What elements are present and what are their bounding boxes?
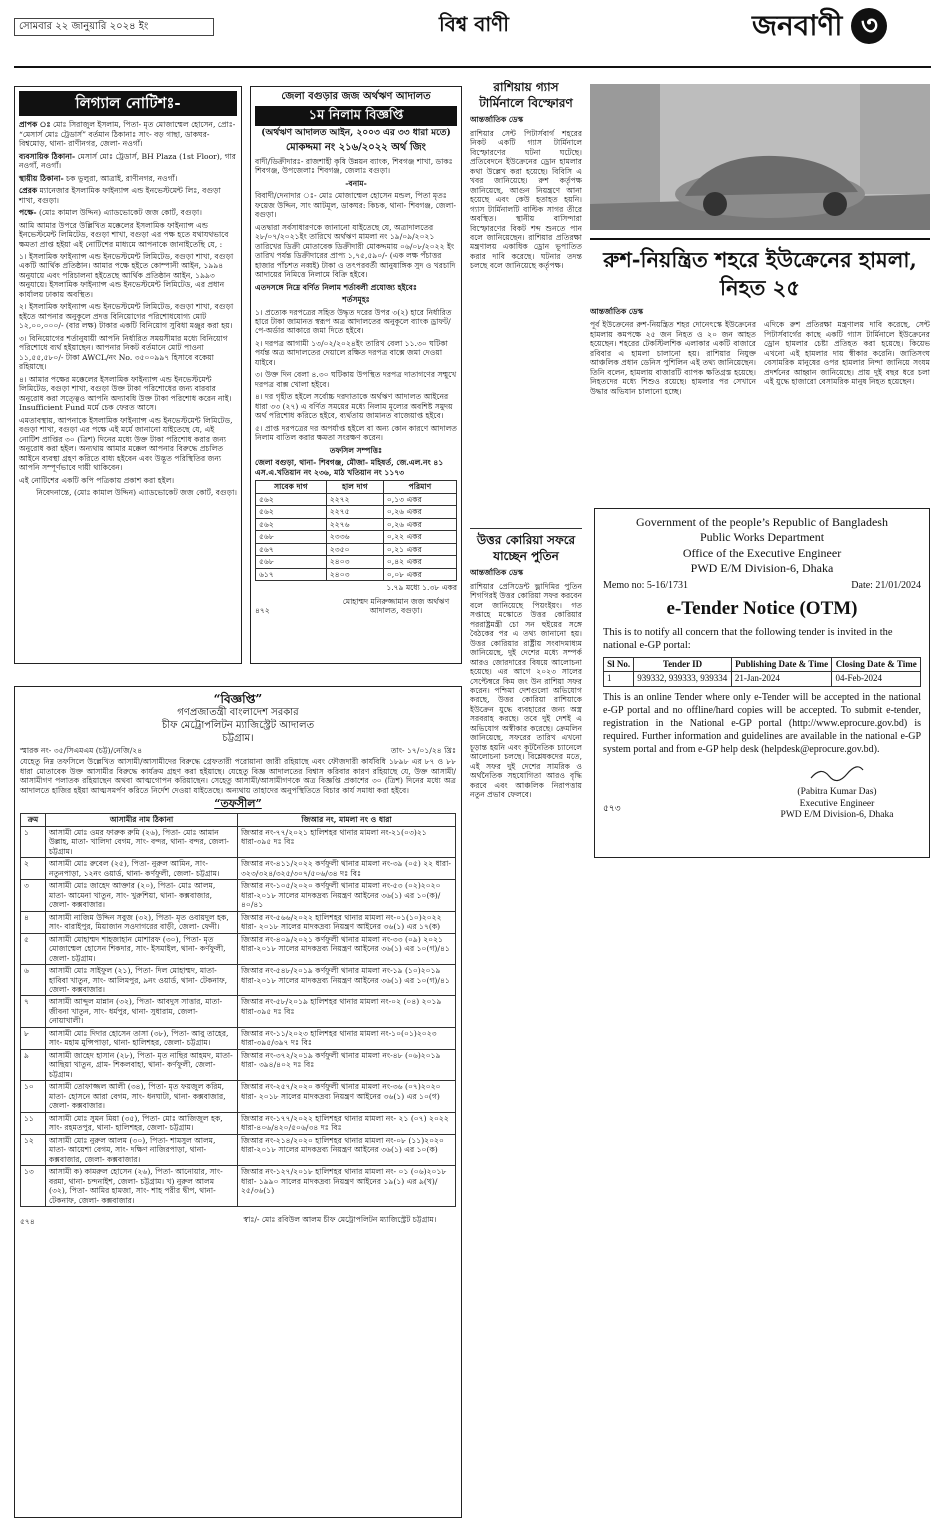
tender-dept: Public Works Department [699,530,825,545]
signature-mark [807,764,867,782]
table-row [21,1081,456,1112]
court-city: চট্টগ্রাম। [222,732,254,744]
gas-article [470,80,582,520]
table-cell: জিআর নং-৫৮/২০১৯ হালিশহর থানার মামলা নং-০২ (০৪) ২০১৯ ধারা-৩৯৫ দঃ বিঃ [238,996,456,1027]
auction-term: ৩। উক্ত দিন বেলা ৪.৩০ ঘটিকায় উপস্থিত দরপত্র দাতাগণের সম্মুখে দরপত্র বাক্স খোলা হইবে। [255,370,457,389]
gas-body: রাশিয়ার সেন্ট পিটার্সবার্গ শহরের নিকট একটি গ্যাস টার্মিনালে বিস্ফোরণের ঘটনা ঘটেছে। প্রতিবেদনে ইউক্রেনের ড্রোন হামলার কথা উল্লেখ করা হয়েছে। বিবিসি এ খবর জানিয়েছে। রুশ কর্তৃপক্ষ জানিয়েছে, আগুন নিয়ন্ত্রণে আনা হয়েছে এবং কেউ হতাহত হয়নি। গ্যাস টার্মিনালটি বাল্টিক সাগর তীরে অবস্থিত। স্থানীয় বাসিন্দারা বিস্ফোরণের বিকট শব্দ শুনতে পান বলে জানিয়েছেন। রাশিয়ার প্রতিরক্ষা মন্ত্রণালয় একাধিক ড্রোন ভূপাতিত করার দাবি করেছে। ঘটনার তদন্ত চলছে বলে জানিয়েছে কর্তৃপক্ষ। [470,128,582,271]
table-cell: ০,২৬ একর [383,506,456,518]
table-cell: আসামী ক) কামরুল হোসেন (২৬), পিতা- আনোয়ার, সাং- বরমা, থানা- চন্দনাইশ, জেলা- চট্টগ্রাম। খ) নুরুল আলম (৩২), পিতা- আমির হামজা, সাং- শাহ পরীর দ্বীপ, থানা- টেকনাফ, জেলা- কক্সবাজার। [46,1166,238,1207]
table-cell: জিআর নং-৪১১/২০২২ কর্ণফুলী থানার মামলা নং-৩৯ (০৫) ২২ ধারা- ৩২৩/৩২৪/৩২৫/৩০৭/৫০৬/৩৪ দঃ বিঃ [238,858,456,880]
column-header: Closing Date & Time [832,657,921,672]
table-cell: ৯ [21,1049,46,1080]
auction-term: ১। প্রত্যেক দরপত্রের সহিত উদ্ধৃত দরের উপর ৩(২) হারে নির্ধারিত হারে টাকা জামানত স্বরূপ অত্র আদালতের অনুকূলে ব্যাংক ড্রাফট/পে-অর্ডার আকারে জমা দিতে হইবে। [255,307,452,336]
table-row [256,543,457,555]
column-header: সাবেক দাগ [256,481,327,493]
table-cell: জিআর নং-৭৭/২০২১ হালিশহর থানার মামলা নং-২১(০৩)২১ ধারা-৩৯৫ দঃ বিঃ [238,826,456,857]
tender-sig-division: PWD E/M Division-6, Dhaka [780,810,894,821]
ukraine-col1: পূর্ব ইউক্রেনের রুশ-নিয়ন্ত্রিত শহর দোনেৎস্কে ইউক্রেনের হামলায় কমপক্ষে ২৫ জন নিহত ও ২০ জন আহত হয়েছেন। শহরের টেকস্টিলশিক এলাকার একটি বাজারে রবিবার এ হামলা চালানো হয়। রাশিয়ার নিযুক্ত আঞ্চলিক প্রধান ডেনিস পুশিলিন এই তথ্য জানিয়েছেন। তিনি বলেন, হামলায় বাজারটি ব্যাপক ক্ষতিগ্রস্ত হয়েছে। নিহতদের মধ্যে শিশুও রয়েছে। হামলার পর সেখানে উদ্ধার অভিযান চালানো হচ্ছে। [590,320,756,396]
table-row [604,672,921,687]
damaged-car-photo [590,84,930,230]
tender-intro: This is to notify all concern that the following tender is invited in the national e-GP portal: [603,626,893,652]
table-cell: ৫৬২ [256,518,327,530]
perm-text: চক ভুলুরা, আত্রাই, রাণীনগর, নওগাঁ। [66,173,178,183]
gas-headline: রাশিয়ায় গ্যাস টার্মিনালে বিস্ফোরণ [479,80,573,110]
column-header: Tender ID [634,657,732,672]
legal-para: ৪। আমার পক্ষের মক্কেলের ইসলামিক ফাইন্যান্স এন্ড ইনভেস্টমেন্ট লিমিটেড, বগুড়া শাখা, বগুড়া উক্ত টাকা পরিশোধের জন্য বারবার অনুরোধ করা সত্ত্বেও আপনি অদ্যাবধি উক্ত টাকা পরিশোধ করেন নাই। Insufficient Fund মর্মে চেক ফেরত আসে। [19,374,232,413]
table-cell: ৫৬২ [256,506,327,518]
table-cell: আসামী মোঃ সুমন মিয়া (৩৫), পিতা- মোঃ আজিজুল হক, সাং- রহমতপুর, থানা- হালিশহর, জেলা- চট্টগ্রাম। [46,1112,238,1134]
to-label: প্রাপক ঃ [19,120,51,130]
e-tender-notice [594,508,930,858]
court-body: যেহেতু নিম্ন তফসিলে উল্লেখিত আসামী/আসামীদের বিরুদ্ধে গ্রেফতারী পরোয়ানা জারী রহিয়াছে এবং ফৌজদারী কার্যবিধি ১৮৯৮ এর ৮৭ ও ৮৮ ধারা মোতাবেক উক্ত আসামীর বিরুদ্ধে কার্যক্রম গ্রহণ করা হইয়াছে। যেহেতু বিজ্ঞ আদালতের বিশ্বাস করিবার কারণ রহিয়াছে যে, উক্ত আসামী/আসামীগণ পলাতক রহিয়াছেন অথবা আত্মগোপন করিয়াছেন। সেহেতু আসামী/আসামীগণকে অত্র বিজ্ঞপ্তি প্রকাশের ৩০ (ত্রিশ) দিনের মধ্যে অত্র আদালতে হাজির হইয়া আত্মসমর্পণ করিতে নির্দেশ দেওয়া যাইতেছে। অন্যথায় তাহাদের অনুপস্থিতিতে বিচার কার্য সমাধা করা হইবে। [20,757,456,795]
auction-schedule-table [255,480,457,581]
auction-notice [250,86,462,664]
column-header: ক্রম [21,814,46,826]
table-cell: ১ [21,826,46,857]
tender-sig-name: (Pabitra Kumar Das) [797,786,877,797]
tender-gov: Government of the people’s Republic of Bangladesh [636,515,888,529]
table-row [21,911,456,933]
table-cell: জিআর নং-১২৭/২০১৮ হালিশহর থানার মামলা নং- ০১ (০৬)২০১৮ ধারা- ১৯৯০ সালের মাদকদ্রব্য নিয়ন্ত্রণ আইনের ১৯(১) এর ৯(খ)/২৫/৩৬(১) [238,1166,456,1207]
legal-para: ৩। বিনিয়োগের শর্তানুযায়ী আপনি নির্ধারিত সময়সীমার মধ্যে বিনিয়োগ পরিশোধে ব্যর্থ হইয়াছেন। আপনার নিকট বর্তমানে মোট পাওনা ১১,৫৫,৫৮০/- টাকা AWCL/নং No. ৩৫০০৯৯৭ হিসাবে বকেয়া রহিয়াছে। [19,333,228,372]
table-cell: ১০ [21,1081,46,1112]
table-cell: 1 [604,672,634,687]
table-cell: আসামী মোঃ ওমর ফারুক রুমি (২৬), পিতা- মোঃ আমান উল্লাহ, মাতা- খালিদা বেগম, সাং- বন্দর, থানা- বন্দর, জেলা- চট্টগ্রাম। [46,826,238,857]
table-cell: ৮ [21,1027,46,1049]
news-photo [590,84,930,230]
table-cell: ৪ [21,911,46,933]
court-schedule-table [20,813,456,1207]
court-ref: স্মারক নং- ৩৫/সিএমএম (চট্ট)/নেজি/২৪ [20,745,143,755]
table-cell: জিআর নং-২১৪/২০২০ হালিশহর থানার মামলা নং-০৮ (১১)২০২০ ধারা-২০১৮ সালের মাদকদ্রব্য নিয়ন্ত্রণ আইনের ৩৬(১) এর ১০(ক) [238,1134,456,1165]
table-cell: 21-Jan-2024 [731,672,832,687]
legal-para: আমি আমার উপরে উল্লিখিত মক্কেলের ইসলামিক ফাইন্যান্স এন্ড ইনভেস্টমেন্ট লিমিটেড, বগুড়া শাখা, বগুড়া এর পক্ষ হতে যথাযথভাবে ক্ষমতা প্রাপ্ত হইয়া এই নোটিশের মাধ্যমে আপনাকে জানাইতেছি যে, : [19,220,229,249]
table-header-row [21,814,456,826]
page-header [14,6,931,68]
tender-table [603,657,921,687]
legal-para: এই নোটিশের একটি কপি পত্রিকায় প্রকাশ করা হইল। [19,475,175,485]
auction-body: এতদ্বারা সর্বসাধারণকে জানানো যাইতেছে যে, অত্রাদালতের ২৮/০৭/২০২১ইং তারিখে অর্থঋণ মামলা নং ১৯/০৯/২০২১ তারিখের ডিক্রী মোতাবেক ডিক্রীদারী মোকদ্দমায় ০৬/০৮/২০২২ ইং তারিখ পর্যন্ত ডিক্রীদারের প্রাপ্য ১,৭৫,৫৯০/- (এক লক্ষ পঁচাত্তর হাজার পাঁচশত নব্বই) টাকা ও তৎপরবর্তী আনুষাঙ্গিক সুদ ও খরচাদি আদায়ের নিমিত্তে নিলামে বিক্রি হইবে। [255,222,456,280]
auction-code: ৪৭২ [255,605,270,615]
table-header-row [604,657,921,672]
perm-label: স্থায়ীয় ঠিকানা- [19,173,64,183]
table-cell: ০,২৬ একর [383,518,456,530]
table-cell: ৫ [21,933,46,964]
court-name: চীফ মেট্রোপলিটন ম্যাজিস্ট্রেট আদালত [161,720,315,732]
biz-text: মেসার্স মোঃ ট্রেডার্স, BH Plaza (1st Floor), গার নওগাঁ, নওগাঁ। [19,151,236,171]
table-row [256,556,457,568]
table-cell: ০,২১ একর [383,543,456,555]
table-cell: জিআর নং-১০৫/২০২০ কর্ণফুলী থানার মামলা নং-৫৩ (০২)২০২০ ধারা-২০১৮ সালের মাদকদ্রব্য নিয়ন্ত্রণ আইনের ৩৬(১) এর ১০(ক)/৪০/৪১ [238,880,456,911]
table-cell: জিআর নং-৪০৯/২০২১ কর্ণফুলী থানার মামলা নং-৩৩ (০৯) ২০২১ ধারা-২০১৮ সালের মাদকদ্রব্য নিয়ন্ত্রণ আইনের ৩৬(১) এর ১০(গ)/৪১ [238,933,456,964]
auction-defendant: বিবাদী/দেনাদার ঃ- মোঃ মোজাম্মেল হোসেন মন্ডল, পিতা মৃতঃ ফয়েজ উদ্দিন, সাং আটমূল, ডাকঘর: কিচক, থানা- শিবগঞ্জ, জেলা- বগুড়া। [255,191,456,220]
auction-terms-title: শর্তসমূহঃ [342,295,370,305]
table-cell: জিআর নং-৫৬৬/২০২২ হালিশহর থানার মামলা নং-০১(১০)২০২২ ধারা- ২০১৮ সালের মাদকদ্রব্য নিয়ন্ত্রণ আইনের ৩৬(১) এর ১৭(ক) [238,911,456,933]
ukraine-article [590,238,930,500]
table-cell: 939332, 939333, 939334 [634,672,732,687]
table-cell: আসামী মোঃ সাইফুল (২১), পিতা- দিল মোহাম্মদ, মাতা- হাবিবা খাতুন, সাং- আলিমপুর, ৯নং ওয়ার্ড, থানা- টেকনাফ, জেলা- কক্সবাজার। [46,965,238,996]
column-header: Publishing Date & Time [731,657,832,672]
tender-division: PWD E/M Division-6, Dhaka [690,561,834,576]
from-text: ম্যানেজার ইসলামিক ফাইন্যান্স এন্ড ইনভেস্টমেন্ট লিঃ, বগুড়া শাখা, বগুড়া। [19,186,221,205]
schedule-desc: জেলা বগুড়া, থানা- শিবগঞ্জ, মৌজা- মহিষর্ত, জে.এল.নং ৪১ এস.এ.খতিয়ান নং ২৩৬, মাঠ খতিয়ান নং ১১৭৩ [255,458,444,477]
table-cell: ১১ [21,1112,46,1134]
table-cell: ৬ [21,965,46,996]
legal-notice [14,86,242,664]
table-cell: ০,২২ একর [383,531,456,543]
header-date: সোমবার ২২ জানুয়ারি ২০২৪ ইং [14,18,214,36]
table-row [21,933,456,964]
table-cell: আসামী মোহাম্মদ শাহজাহান মোশারফ (৩০), পিতা- মৃত মোজাম্মেল হোসেন শিকদার, সাং- ইসমাইল, থানা- কর্ণফুলী, জেলা- চট্টগ্রাম। [46,933,238,964]
table-cell: ২২৭৬ [326,518,383,530]
from-label: প্রেরক [19,186,38,196]
column-header: আসামীর নাম ঠিকানা [46,814,238,826]
table-row [21,1112,456,1134]
tender-title: e-Tender Notice (OTM) [666,598,858,620]
via-label: পক্ষে- [19,208,37,218]
column-header: Sl No. [604,657,634,672]
table-cell: ২৩৩৬ [326,531,383,543]
putin-body: রাশিয়ার প্রেসিডেন্ট ভ্লাদিমির পুতিন শিগগিরই উত্তর কোরিয়া সফর করবেন বলে জানিয়েছে পিয়ংইয়ং। গত সপ্তাহে মস্কোতে উত্তর কোরিয়ার পররাষ্ট্রমন্ত্রী চো সন হুইয়ের সঙ্গে বৈঠকের পর এ তথ্য জানানো হয়। উত্তর কোরিয়ার রাষ্ট্রীয় সংবাদমাধ্যম জানিয়েছে, দুই দেশের মধ্যে সম্পর্ক আরও জোরদারের বিষয়ে আলোচনা হয়েছে। এর আগে ২০২৩ সালের সেপ্টেম্বরে কিম জং উন রাশিয়া সফর করেন। পশ্চিমা দেশগুলো অভিযোগ করছে, উত্তর কোরিয়া রাশিয়াকে ইউক্রেন যুদ্ধে ব্যবহারের জন্য অস্ত্র সরবরাহ করছে। তবে দুই দেশই এ অভিযোগ অস্বীকার করেছে। ক্রেমলিন জানিয়েছে, সফরের তারিখ এখনো চূড়ান্ত হয়নি এবং কূটনৈতিক চ্যানেলে আলোচনা চলছে। বিশ্লেষকদের মতে, এই সফর দুই দেশের সামরিক ও অর্থনৈতিক সহযোগিতা আরও বৃদ্ধি করবে এবং আঞ্চলিক নিরাপত্তায় নতুন প্রভাব ফেলবে। [470,581,582,800]
legal-para: এমতাবস্থায়, আপনাকে ইসলামিক ফাইন্যান্স এন্ড ইনভেস্টমেন্ট লিমিটেড, বগুড়া শাখা, বগুড়া এর পক্ষে এই মর্মে জানানো যাইতেছে যে, এই নোটিশ প্রাপ্তির ৩০ (ত্রিশ) দিনের মধ্যে উক্ত টাকা পরিশোধ করার জন্য অনুরোধ করা হইল। অন্যথায় আমার মক্কেল আপনার বিরুদ্ধে প্রচলিত আইনে ব্যবস্থা গ্রহণ করিতে বাধ্য হইবেন এবং উদ্ভূত পরিস্থিতির জন্য আপনি সম্পূর্ণভাবে দায়ী থাকিবেন। [19,415,233,473]
table-cell: আসামী নাজিম উদ্দিন সবুজ (৩২), পিতা- মৃত ওবায়দুল হক, সাং- বারাইপুর, মিয়াজান সওদাগরের বাড়ী, জেলা- ফেনী। [46,911,238,933]
court-schedule-title: “তফসীল” [214,797,262,811]
court-signature: স্বাঃ/- মোঃ রবিউল আলম চীফ মেট্রোপলিটন ম্যাজিস্ট্রেট চট্টগ্রাম। [243,1215,437,1225]
tender-sig-title: Executive Engineer [799,798,875,809]
court-date: তাং- ১৭/০১/২৪ খ্রিঃ [390,745,456,755]
table-row [256,568,457,580]
via-text: (মোঃ কামাল উদ্দিন) এ্যাডভোকেট জজ কোর্ট, বগুড়া। [38,208,202,218]
table-cell: ২২৭২ [326,493,383,505]
tender-date: Date: 21/01/2024 [851,580,921,592]
table-row [21,1027,456,1049]
table-cell: ২২৭৫ [326,506,383,518]
masthead-logo [752,8,932,58]
auction-term: ২। দরপত্র আগামী ১৩/০২/২০২৪ইং তারিখ বেলা ১১.৩০ ঘটিকা পর্যন্ত অত্র আদালতের দেয়ালে রক্ষিত দরপত্র বাক্সে জমা দেওয়া যাইবে। [255,338,448,367]
schedule-title: তফসিল সম্পত্তিঃ [329,445,383,455]
column-header: হাল দাগ [326,481,383,493]
table-row [21,880,456,911]
table-cell: ০,৪২ একর [383,556,456,568]
table-row [21,1049,456,1080]
table-cell: আসামী মোঃ দিদার হোসেন তাসা (৩৮), পিতা- আবু তাহের, সাং- মহাম মুন্সিপাড়া, থানা- হালিশহর, জেলা- চট্টগ্রাম। [46,1027,238,1049]
table-cell: ৫৬৮ [256,531,327,543]
table-cell: ১২ [21,1134,46,1165]
putin-headline: উত্তর কোরিয়া সফরে যাচ্ছেন পুতিন [476,533,576,563]
table-cell: আসামী মোঃ জাহেদ আক্তার (২০), পিতা- মোঃ আলম, মাতা- আমেনা খাতুন, সাং- খুরুশিয়া, থানা- কক্সবাজার, জেলা- কক্সবাজার। [46,880,238,911]
auction-terms-intro: এতদসঙ্গে নিম্নে বর্ণিত নিলাম শর্তাবলী প্রযোজ্য হইবেঃ [255,282,417,292]
table-cell: জিআর নং-২৫৭/২০২০ কর্ণফুলী থানার মামলা নং-৩৬ (০৭)২০২০ ধারা- ২০১৮ সালের মাদকদ্রব্য নিয়ন্ত্রণ আইনের ৩৬(১) এর ১০(গ) [238,1081,456,1112]
table-cell: ৫৬৭ [256,543,327,555]
table-cell: ৫৬৮ [256,556,327,568]
tender-note: This is an online Tender where only e-Tender will be accepted in the national e-GP portal and no offline/hard copies will be accepted. To submit e-tender, registration in the National e-GP portal (http://www.eprocure.gov.bd) is required. Further information and guidelines are available in the national e-GP system portal and from e-GP help desk (helpdesk@eprocure.gov.bd). [603,691,921,755]
table-cell: জিআর নং-১৭৭/২০২২ হালিশহর থানার মামলা নং- ২১ (০৭) ২০২২ ধারা-৪০৬/৪২০/৫০৬/৩৪ দঃ বিঃ [238,1112,456,1134]
table-row [21,1166,456,1207]
table-cell: ০,০৮ একর [383,568,456,580]
table-cell: ২৪০৩ [326,556,383,568]
table-cell: ৩ [21,880,46,911]
table-cell: আসামী মোঃ রুবেল (২৫), পিতা- নুরুল আমিন, সাং- নতুনপাড়া, ১২নং ওয়ার্ড, থানা- কর্ণফুলী, জেলা- চট্টগ্রাম। [46,858,238,880]
court-code: ৫৭৪ [20,1216,35,1226]
table-cell: জিআর নং-৩৭২/২০১৯ কর্ণফুলী থানার মামলা নং-৪৮ (০৬)২০১৯ ধারা- ৩৯৪/৪০২ দঃ বিঃ [238,1049,456,1080]
table-row [21,965,456,996]
court-notice-title: “বিজ্ঞপ্তি” [213,692,263,706]
court-notice [14,686,462,1518]
legal-notice-title: লিগ্যাল নোটিশঃ- [19,91,237,116]
auction-court: জেলা বগুড়ার জজ অর্থঋণ আদালত [281,91,431,102]
table-cell: আসামী তোফাজ্জল আলী (৩৪), পিতা- মৃত ফয়জুল করিম, মাতা- হোসনে আরা বেগম, সাং- ধনঘাটা, থানা- কক্সবাজার, জেলা- কক্সবাজার। [46,1081,238,1112]
tender-code: ৫৭৩ [603,804,621,815]
table-row [256,531,457,543]
table-cell: ৫৬২ [256,493,327,505]
putin-article [470,528,582,868]
tender-office: Office of the Executive Engineer [682,545,842,560]
auction-total: ১.৭৯ মধ্যে ১.৩৮ একর [386,583,457,593]
auction-judge: মোহাম্মদ মনিরুজ্জামান জজ অর্থঋণ আদালত, বগুড়া। [342,596,450,616]
legal-para: ২। ইসলামিক ফাইন্যান্স এন্ড ইনভেস্টমেন্ট লিমিটেড, বগুড়া শাখা, বগুড়া হইতে আপনার অনুকূলে প্রদত্ত বিনিয়োগের পরিশোধযোগ্য মোট ১২,০০,০০০/- (বার লক্ষ) টাকার একটি বিনিয়োগ সুবিধা মঞ্জুর করা হয়। [19,302,234,331]
gas-desk: আন্তর্জাতিক ডেস্ক [470,115,524,125]
table-cell: 04-Feb-2024 [832,672,921,687]
table-cell: আসামী মোঃ নুরুল আলম (৩০), পিতা- শামসুল আলম, মাতা- আয়েশা বেগম, সাং- দক্ষিণ নাজিরপাড়া, থানা- কক্সবাজার, জেলা- কক্সবাজার। [46,1134,238,1165]
table-cell: আসামী আব্দুল মান্নান (৩২), পিতা- আবদুস সাত্তার, মাতা- জীবনা খাতুন, সাং- ধর্মপুর, থানা- সুধারাম, জেলা- নোয়াখালী। [46,996,238,1027]
page-number: ৩ [851,8,887,44]
table-cell: ৬১৭ [256,568,327,580]
table-cell: ১৩ [21,1166,46,1207]
column-header: পরিমাণ [383,481,456,493]
masthead-text: জনবাণী [752,9,843,42]
table-row [256,506,457,518]
ukraine-desk: আন্তর্জাতিক ডেস্ক [590,306,644,316]
section-title: বিশ্ব বাণী [439,12,509,36]
tender-memo: Memo no: 5-16/1731 [603,580,688,592]
ukraine-col2: এদিকে রুশ প্রতিরক্ষা মন্ত্রণালয় দাবি করেছে, সেন্ট পিটার্সবার্গের কাছে একটি গ্যাস টার্মিনালে ইউক্রেনের ড্রোন হামলার চেষ্টা প্রতিহত করা হয়েছে। কিয়েভ এখনো এই হামলার দায় স্বীকার করেনি। জাতিসংঘ বেসামরিক মানুষের ওপর হামলার নিন্দা জানিয়ে সংযম প্রদর্শনের আহ্বান জানিয়েছে। প্রায় দুই বছর ধরে চলা এই যুদ্ধে হাজারো বেসামরিক মানুষ নিহত হয়েছেন। [764,320,930,387]
table-cell: ০,১৩ একর [383,493,456,505]
column-header: জিআর নং, মামলা নং ও ধারা [238,814,456,826]
table-row [256,493,457,505]
table-header-row [256,481,457,493]
table-row [21,996,456,1027]
table-cell: আসামী জাহেদ হাসান (২৮), পিতা- মৃত নাছির আহমদ, মাতা- আছিয়া খাতুন, গ্রাম- শিকলবাহা, থানা- কর্ণফুলী, জেলা- চট্টগ্রাম। [46,1049,238,1080]
table-row [21,826,456,857]
table-row [256,518,457,530]
table-cell: জিআর নং-১১/২০২৩ হালিশহর থানার মামলা নং-১০(০১)২০২৩ ধারা-৩৯৫/৩৯৭ দঃ বিঃ [238,1027,456,1049]
table-cell: ২ [21,858,46,880]
auction-act: (অর্থঋণ আদালত আইন, ২০০৩ এর ৩৩ ধারা মতে) [261,128,451,139]
court-gov: গণপ্রজাতন্ত্রী বাংলাদেশ সরকার [177,707,299,719]
table-cell: ২৩৫০ [326,543,383,555]
putin-desk: আন্তর্জাতিক ডেস্ক [470,568,524,578]
table-row [21,858,456,880]
biz-label: ব্যবসায়িক ঠিকানা- [19,151,76,161]
table-cell: জিআর নং-৫৪৮/২০১৯ কর্ণফুলী থানার মামলা নং-১৯ (১০)২০১৯ ধারা-২০১৮ সালের মাদকদ্রব্য নিয়ন্ত্রণ আইনের ৩৬(১) এর ১০(গ)/৪১ [238,965,456,996]
table-cell: ২৪০৩ [326,568,383,580]
ukraine-headline: রুশ-নিয়ন্ত্রিত শহরে ইউক্রেনের হামলা, নিহত ২৫ [590,238,930,303]
auction-plaintiff: বাদী/ডিক্রীদারঃ- রাজশাহী কৃষি উন্নয়ন ব্যাংক, শিবগঞ্জ শাখা, ডাকঃ শিবগঞ্জ, উপজেলাঃ শিবগঞ্জ, জেলাঃ বগুড়া। [255,156,453,176]
legal-para: ১। ইসলামিক ফাইন্যান্স এন্ড ইনভেস্টমেন্ট লিমিটেড, বগুড়া শাখা, বগুড়া একটি আর্থিক প্রতিষ্ঠান। আমার পক্ষে হইতে কোম্পানী আইন, ১৯৯৪ অনুযায়ে এবং পরিচালনা হইতেছে আর্থিক প্রতিষ্ঠান আইন, ১৯৯৩ অনুযায়ে। ইসলামিক ফাইন্যান্স এন্ড ইনভেস্টমেন্ট লিমিটেড, এর প্রধান কার্যালয় ঢাকায় অবস্থিত। [19,252,234,299]
legal-signature: নিবেদনান্তে, (মোঃ কামাল উদ্দিন) এ্যাডভোকেট জজ কোর্ট, বগুড়া। [36,488,237,498]
to-text: মোঃ সিরাজুল ইসলাম, পিতা- মৃত মোজাম্মেল হোসেন, প্রোঃ- “মেসার্স মোঃ ট্রেডার্স” বর্তমান ঠিকানাঃ সাং- বড় গাছা, ডাকঘর- বিশ্বমোড়, থানা- রাণীনগর, জেলা- নওগাঁ। [19,120,236,149]
auction-versus: -বনাম- [345,178,367,188]
auction-term: ৪। দর গৃহীত হইলে সর্বোচ্চ দরদাতাকে অর্থঋণ আদালত আইনের ধারা ৩৩ (২৭) এ বর্ণিত সময়ের মধ্যে নিলাম মূল্যের অবশিষ্ট সমুদয় অর্থ পরিশোধ করিতে হইবে, ব্যর্থতায় জামানত বাজেয়াপ্ত হইবে। [255,392,453,421]
table-row [21,1134,456,1165]
auction-term: ৫। প্রাপ্ত দরপত্রের দর অপর্যাপ্ত হইলে বা অন্য কোন কারণে আদালত নিলাম বাতিল করার ক্ষমতা সংরক্ষণ করেন। [255,423,457,443]
auction-case: মোকদ্দমা নং ২১৬/২০২২ অর্থ জিং [286,141,426,153]
auction-title: ১ম নিলাম বিজ্ঞপ্তি [255,106,457,127]
table-cell: ৭ [21,996,46,1027]
